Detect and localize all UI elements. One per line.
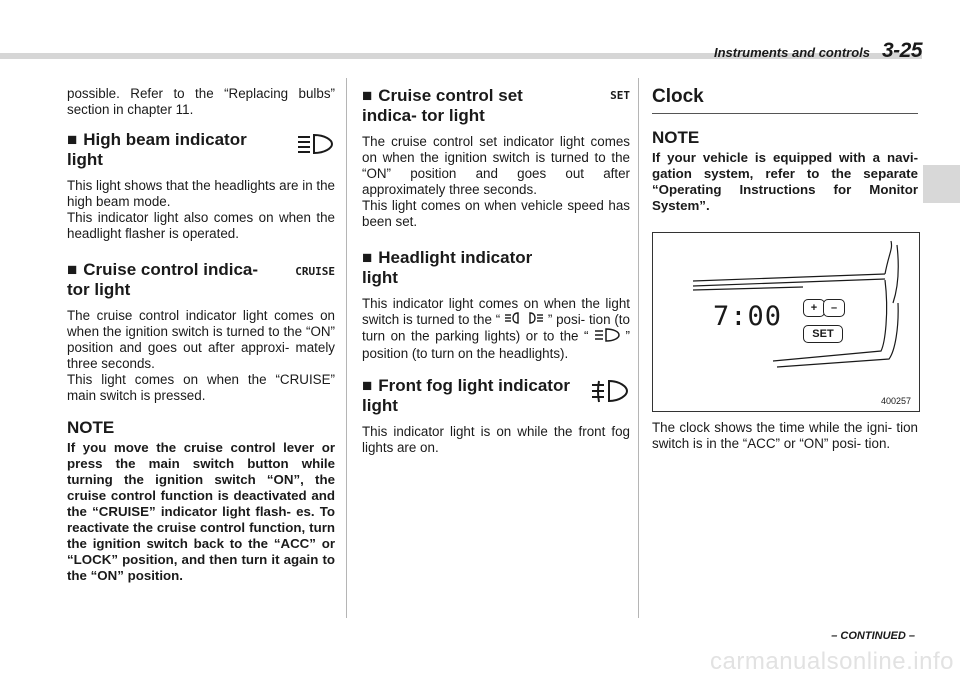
page-number: 3-25 <box>881 39 922 62</box>
figure-number: 400257 <box>880 396 911 406</box>
cruise-paragraph-1: The cruise control indicator light comes on when the ignition switch is turned to the “ON” position and goes out after approxi- mately three seconds. <box>67 308 335 371</box>
high-beam-icon <box>295 132 335 161</box>
headlight-icon <box>594 328 620 346</box>
note-title: NOTE <box>652 128 700 147</box>
cruise-paragraph-2: This light comes on when the “CRUISE” main switch is pressed. <box>67 372 335 403</box>
note-body: If your vehicle is equipped with a navi- gation system, refer to the separate “Operating Instructions for Monitor System”. <box>652 150 918 213</box>
section-title: Instruments and controls <box>713 45 870 60</box>
clock-figure <box>652 232 920 412</box>
set-icon: SET <box>610 89 630 102</box>
bullet-square-icon: ■ <box>362 86 373 105</box>
clock-title: Clock <box>652 86 918 114</box>
watermark: carmanualsonline.info <box>710 648 954 675</box>
headlight-heading: ■ Headlight indicator light <box>362 248 533 287</box>
clock-minus-button: – <box>823 299 845 317</box>
bullet-square-icon: ■ <box>67 260 78 279</box>
headlight-paragraph: This indicator light comes on when the light switch is turned to the “ ” posi- tion (to turn on the parking lights) or to the “ ” position (to turn on the headlights). <box>362 296 630 362</box>
high-beam-heading: ■ High beam indicator light <box>67 130 335 170</box>
intro-paragraph: possible. Refer to the “Replacing bulbs” section in chapter 11. <box>67 86 335 117</box>
set-paragraph-2: This light comes on when vehicle speed has been set. <box>362 198 630 229</box>
high-beam-paragraph-1: This light shows that the headlights are in the high beam mode. <box>67 178 335 209</box>
set-heading: ■ Cruise control set indica- tor light SET <box>362 86 630 125</box>
high-beam-paragraph-2: This indicator light also comes on when the headlight flasher is operated. <box>67 210 335 241</box>
clock-display: 7:00 <box>713 301 783 332</box>
fog-heading: ■ Front fog light indicator light <box>362 376 630 416</box>
continued-label: – CONTINUED – <box>831 630 915 642</box>
front-fog-icon <box>590 378 630 411</box>
column-2 <box>362 86 630 468</box>
dashboard-outline <box>653 233 919 411</box>
clock-plus-button: + <box>803 299 825 317</box>
column-3 <box>652 86 918 464</box>
fog-paragraph: This indicator light is on while the front fog lights are on. <box>362 424 630 456</box>
parking-light-icon <box>504 312 544 328</box>
bullet-square-icon: ■ <box>67 130 78 149</box>
note-title: NOTE <box>67 418 115 437</box>
clock-set-button: SET <box>803 325 843 343</box>
set-paragraph-1: The cruise control set indicator light comes on when the ignition switch is turned to the “ON” position and goes out after approximately three seconds. <box>362 134 630 197</box>
cruise-icon: CRUISE <box>295 265 335 278</box>
bullet-square-icon: ■ <box>362 248 373 267</box>
cruise-heading: ■ Cruise control indica- tor light CRUISE <box>67 260 335 299</box>
bullet-square-icon: ■ <box>362 376 373 396</box>
clock-paragraph: The clock shows the time while the igni- tion switch is in the “ACC” or “ON” posi- tion. <box>652 420 918 451</box>
column-divider <box>346 78 347 618</box>
column-1 <box>67 86 335 584</box>
note-body: If you move the cruise control lever or press the main switch button while turning the ignition switch “ON”, the cruise control function is deactivated and the “CRUISE” indicator light flash- es. To reactivate the cruise control function, turn the ignition switch back to the “ACC” or “LOCK” position, and then turn it again to the “ON” position. <box>67 440 335 583</box>
column-divider <box>638 78 639 618</box>
chapter-tab <box>923 165 960 203</box>
